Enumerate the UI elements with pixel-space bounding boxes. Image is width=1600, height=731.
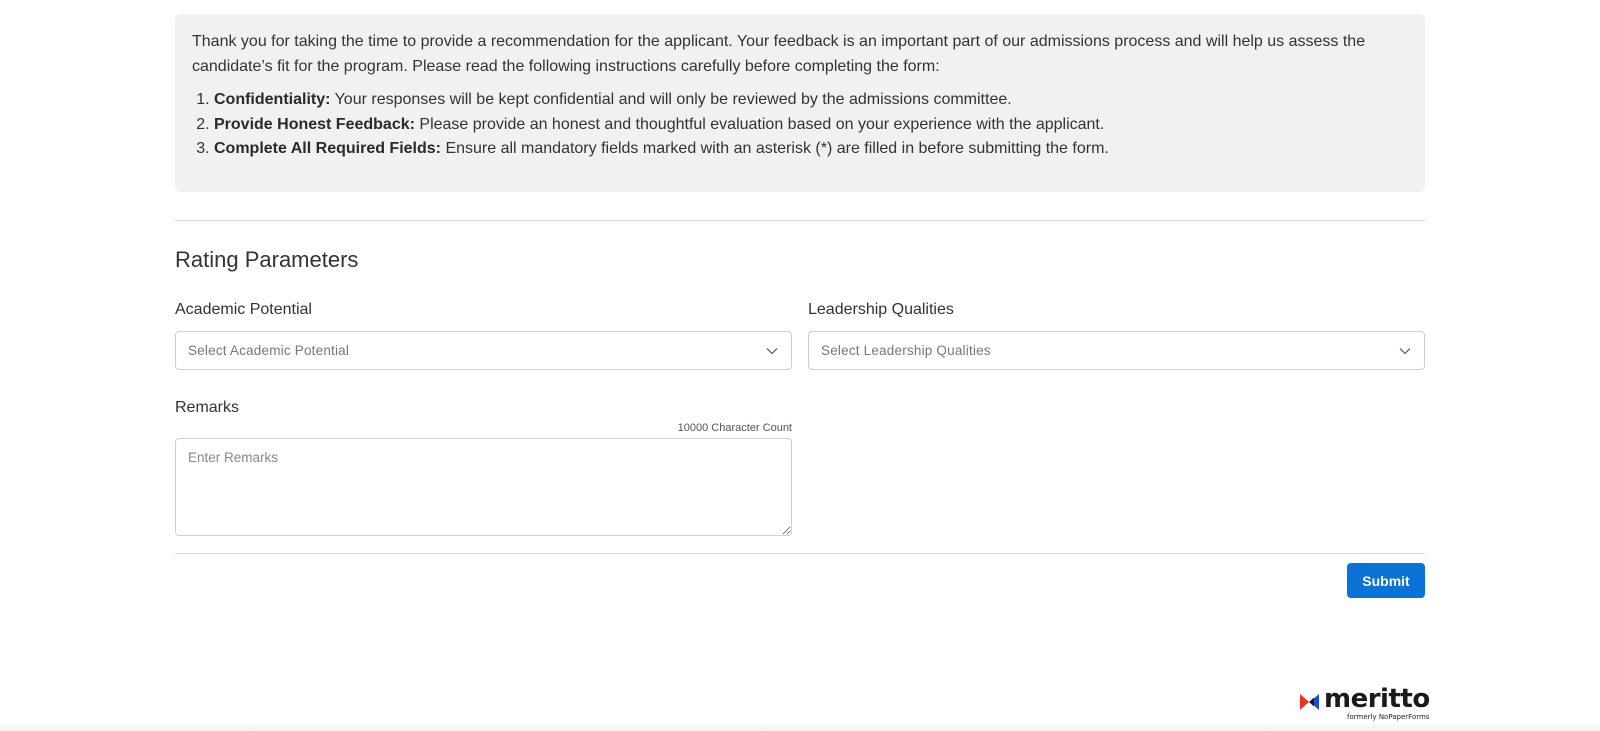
meritto-logo-mark-icon [1300,693,1322,711]
section-divider [175,220,1425,221]
remarks-label: Remarks [175,399,240,416]
submit-button[interactable]: Submit [1347,563,1425,598]
instruction-text: Please provide an honest and thoughtful evaluation based on your experience with the applicant. [414,115,1105,133]
meritto-logo [1300,684,1430,724]
instruction-title: Provide Honest Feedback: [214,115,415,133]
bottom-shadow [0,723,1600,731]
chevron-down-icon [765,344,779,358]
leadership-qualities-label: Leadership Qualities [808,301,954,318]
instructions-intro: Thank you for taking the time to provide a recommendation for the applicant. Your feedback is an important part of our admissions process and will help us assess the candidate’s fit for the program. Please read the following instructions carefully before completing the form: [192,33,1366,75]
meritto-tagline: formerly NoPaperForms [1347,713,1430,721]
instruction-item-confidentiality [214,88,1408,113]
leadership-qualities-select[interactable] [808,331,1425,370]
form-container [175,14,1425,589]
instruction-text: Your responses will be kept confidential and will only be reviewed by the admissions committee. [330,91,1012,108]
remarks-textarea[interactable] [175,438,792,536]
instruction-title: Confidentiality: [214,91,331,108]
academic-potential-label: Academic Potential [175,301,312,318]
instructions-list [192,88,1408,162]
leadership-qualities-placeholder: Select Leadership Qualities [821,343,991,358]
academic-potential-select[interactable] [175,331,792,370]
instruction-item-required-fields [214,137,1408,162]
academic-potential-placeholder: Select Academic Potential [188,343,350,358]
meritto-wordmark: meritto [1324,684,1430,714]
instruction-item-honest-feedback [214,113,1408,138]
chevron-down-icon [1398,344,1412,358]
instruction-title: Complete All Required Fields: [214,140,441,157]
instruction-text: Ensure all mandatory fields marked with an asterisk (*) are filled in before submitting the form. [441,140,1109,157]
footer-divider [175,553,1425,554]
instructions-panel [175,14,1425,192]
remarks-char-count: 10000 Character Count [677,422,792,434]
section-title: Rating Parameters [175,247,359,272]
